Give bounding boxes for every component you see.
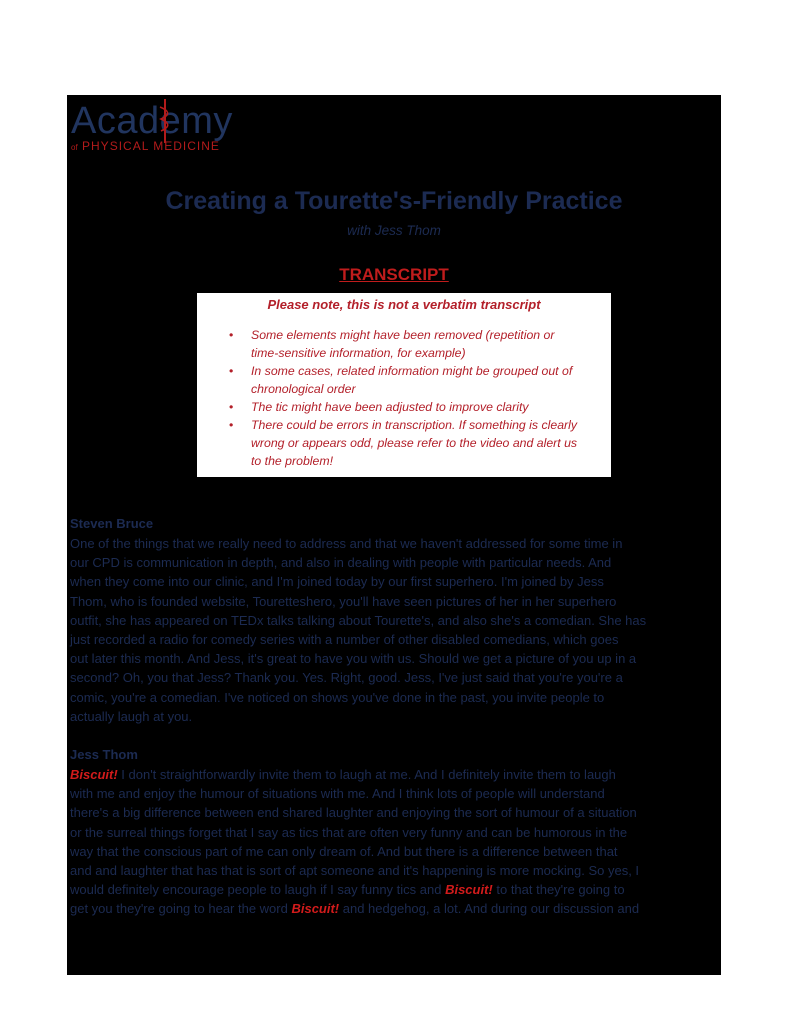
dialogue-paragraph [70, 534, 720, 726]
dialogue-line: there's a big difference between end shared laughter and enjoying the sort of humour of a situation [70, 805, 637, 821]
dialogue-text: get you they're going to hear the word [70, 901, 292, 917]
dialogue-paragraph [70, 765, 720, 919]
logo-wordmark: Academy [71, 100, 233, 142]
notice-list [207, 326, 601, 470]
dialogue-line: outfit, she has appeared on TEDx talks talking about Tourette's, and also she's a comedian. She has [70, 612, 647, 628]
logo-subtitle: of PHYSICAL MEDICINE [71, 139, 220, 153]
dialogue-text: would definitely encourage people to laugh if I say funny tics and [70, 882, 446, 898]
dialogue-line: out later this month. And Jess, it's great to have you with us. Should we get a picture of you up in a [70, 651, 637, 667]
dialogue-line: second? Oh, you that Jess? Thank you. Yes. Right, good. Jess, I've just said that you're you're a [70, 670, 623, 686]
dialogue-line: way that the conscious part of me can only dream of. And but there is a difference between that [70, 843, 618, 859]
notice-list-item: • There could be errors in transcription. If something is clearly wrong or appears odd, please refer to the video and alert us to the problem! [251, 416, 601, 470]
notice-list-item: • The tic might have been adjusted to improve clarity [251, 398, 601, 416]
tic-word: Biscuit! [70, 767, 118, 782]
dialogue-line: when they come into our clinic, and I'm joined today by our first superhero. I'm joined by Jess [70, 574, 604, 590]
dialogue-line: comic, you're a comedian. I've noticed on shows you've done in the past, you invite people to [70, 689, 605, 705]
speaker-name: Steven Bruce [70, 516, 154, 531]
document-page [67, 95, 721, 975]
dialogue-line: and and laughter that has that is sort of apt someone and it's happening is more mocking. So yes, I [70, 863, 640, 879]
dialogue-line: actually laugh at you. [70, 708, 193, 724]
academy-logo [71, 101, 233, 153]
speaker-name: Jess Thom [70, 747, 138, 762]
dialogue-line [70, 765, 720, 784]
transcript-notice-box [197, 293, 611, 477]
notice-title: Please note, this is not a verbatim transcript [267, 297, 541, 312]
page-title: Creating a Tourette's-Friendly Practice [165, 187, 623, 215]
dialogue-line: just recorded a radio for comedy series with a number of other disabled comedians, which goes [70, 632, 619, 648]
dialogue-line: with me and enjoy the humour of situations with me. And I think lots of people will understand [70, 786, 605, 802]
tic-word: Biscuit! [291, 901, 340, 917]
dialogue-text: to that they're going to [492, 882, 625, 898]
dialogue-line: or the surreal things forget that I say as tics that are often very funny and can be humorous in the [70, 824, 628, 840]
dialogue-line: One of the things that we really need to address and that we haven't addressed for some time in [70, 536, 623, 551]
caduceus-icon [157, 97, 173, 145]
dialogue-line: Thom, who is founded website, Touretteshero, you'll have seen pictures of her in her superhero [70, 593, 617, 609]
page-subtitle: with Jess Thom [347, 223, 441, 238]
transcript-heading: TRANSCRIPT [339, 265, 449, 284]
dialogue-text: I don't straightforwardly invite them to laugh at me. And I definitely invite them to laugh [117, 767, 616, 782]
dialogue-line [70, 880, 720, 899]
dialogue-line: our CPD is communication in depth, and also in dealing with people with particular needs. And [70, 555, 612, 571]
dialogue-text: and hedgehog, a lot. And during our discussion and [339, 901, 640, 917]
dialogue-line [70, 899, 720, 918]
notice-list-item: • In some cases, related information might be grouped out of chronological order [251, 362, 601, 398]
notice-list-item: • Some elements might have been removed (repetition or time-sensitive information, for example) [251, 326, 601, 362]
tic-word: Biscuit! [445, 882, 493, 898]
